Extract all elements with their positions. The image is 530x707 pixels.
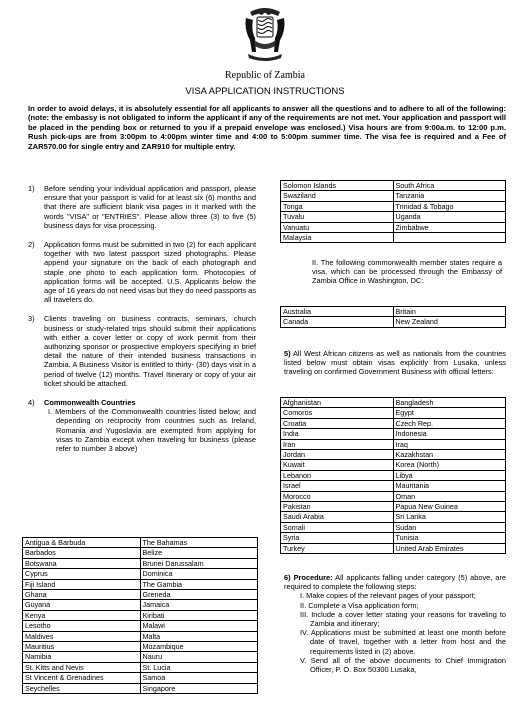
table-row [281,543,506,553]
zambia-coat-of-arms-icon [238,4,292,64]
table-row [23,631,258,641]
table-cell: Tuvalu [281,212,394,222]
table-row [23,673,258,683]
table-cell: Iraq [393,439,506,449]
list-item [28,314,256,388]
table-cell: Canada [281,317,394,327]
table-cell: Sri Lanka [393,512,506,522]
item-heading: Procedure: [293,573,333,582]
table-row [281,398,506,408]
table-cell: Papua New Guinea [393,502,506,512]
table-cell: Vanuatu [281,222,394,232]
table-row [23,610,258,620]
table-cell: Korea (North) [393,460,506,470]
table-row [23,590,258,600]
table-cell: Britain [393,307,506,317]
table-row [23,579,258,589]
item-subtext: I. Members of the Commonwealth countries listed below; and depending on reciprocity from countries such as Ireland, Romania and Yugoslavia are exempted from applying for visas to Zambia except when traveling for business (please refer to number 3 above) [48,407,256,454]
table-cell: The Bahamas [140,538,258,548]
table-cell: Turkey [281,543,394,553]
table-cell: Comoros [281,408,394,418]
table-cell: Egypt [393,408,506,418]
table-row [281,181,506,191]
list-item [28,240,256,304]
table-row [281,222,506,232]
table-cell: Brunei Darussalam [140,558,258,568]
table-cell: Israel [281,481,394,491]
table-row [281,418,506,428]
item-number: 2) [28,240,35,250]
table-row [23,569,258,579]
item-text: Before sending your individual application and passport, please ensure that your passport is valid for at least six (6) months and that there are sufficient blank visa pages in it marked with the words "VISA" or "ENTRIES". Please allow three (3) to five (5) business days for visa processing. [44,184,256,230]
list-item [28,184,256,230]
table-cell: Antigua & Barbuda [23,538,141,548]
table-cell: Kuwait [281,460,394,470]
procedure-step: V. Send all of the above documents to Chief Immigration Officer, P. O. Box 50300 Lusaka, [300,655,506,675]
table-cell: Singapore [140,683,258,693]
commonwealth-exempt-table [22,537,258,694]
table-cell: Tonga [281,201,394,211]
procedure-step: IV. Applications must be submitted at least one month before date of travel, together with a letter from host and the requirements listed in (2) above. [300,628,506,656]
item-text: All applicants falling under category (5) above, are required to complete the following steps: [284,573,506,592]
table-row [281,191,506,201]
table-row [23,600,258,610]
table-cell: The Gambia [140,579,258,589]
table-row [23,662,258,672]
table-row [281,212,506,222]
table-cell: Croatia [281,418,394,428]
table-cell: Australia [281,307,394,317]
procedure-steps [284,591,506,674]
table-row [281,533,506,543]
commonwealth-exempt-table-continued [280,180,506,243]
table-row [281,439,506,449]
table-cell: Fiji Island [23,579,141,589]
table-row [281,317,506,327]
table-cell: India [281,429,394,439]
table-cell: Ghana [23,590,141,600]
table-cell: Zimbabwe [393,222,506,232]
procedure-step: I. Make copies of the relevant pages of your passport; [300,591,476,601]
table-row [23,652,258,662]
country-heading: Republic of Zambia [225,70,305,81]
table-cell: Oman [393,491,506,501]
table-cell: United Arab Emirates [393,543,506,553]
list-item [284,349,506,377]
table-cell: Pakistan [281,502,394,512]
table-cell: Swaziland [281,191,394,201]
table-cell: Cyprus [23,569,141,579]
intro-paragraph: In order to avoid delays, it is absolutely essential for all applicants to answer all the questions and to adhere to all of the following: (note: the embassy is not obligated to inform the applicant if any of the requirements are not met. Your application and passport will be placed in the pending box or returned to you if a prepaid envelope was enclosed.) Visa hours are from 9:00a.m. to 12:00 p.m. Rush pick-ups are from 3:00pm to 4:00pm winter time and 4:00 to 5:00pm summer time. The visa fee is required and a Fee of ZAR570.00 for single entry and ZAR910 for multiple entry. [28,104,506,151]
table-cell: Lesotho [23,621,141,631]
table-cell: Kiribati [140,610,258,620]
table-row [281,502,506,512]
table-cell: Mozambique [140,642,258,652]
table-cell: Mauritania [393,481,506,491]
lusaka-visa-countries-table [280,397,506,554]
commonwealth-visa-required-text: II. The following commonwealth member states require a visa, which can be processed through the Embassy of Zambia Office in Washington, DC: [312,258,502,286]
table-cell: Somali [281,522,394,532]
table-cell: Malaysia [281,233,394,243]
table-cell: Tanzania [393,191,506,201]
item-number: 4) [28,398,35,408]
table-cell: Jordan [281,450,394,460]
table-cell: New Zealand [393,317,506,327]
procedure-step: III. Include a cover letter stating your reasons for traveling to Zambia and itinerary; [300,609,506,629]
table-row [23,538,258,548]
list-item [28,398,256,453]
table-cell: Nauru [140,652,258,662]
table-row [281,307,506,317]
table-row [281,429,506,439]
table-cell: Lebanon [281,470,394,480]
page-title: VISA APPLICATION INSTRUCTIONS [185,86,345,97]
table-row [281,460,506,470]
table-cell: Malawi [140,621,258,631]
table-cell: Libya [393,470,506,480]
item-number: 1) [28,184,35,193]
table-cell: Saudi Arabia [281,512,394,522]
table-cell: Tunisia [393,533,506,543]
table-cell: Sudan [393,522,506,532]
table-cell: Belize [140,548,258,558]
table-cell: Seychelles [23,683,141,693]
table-cell: Afghanistan [281,398,394,408]
table-row [281,408,506,418]
table-cell: Morocco [281,491,394,501]
table-row [23,558,258,568]
table-cell: St Vincent & Grenadines [23,673,141,683]
table-row [23,642,258,652]
table-row [281,450,506,460]
table-row [281,481,506,491]
table-cell: St. Lucia [140,662,258,672]
table-row [281,491,506,501]
table-cell: Botswana [23,558,141,568]
table-cell: Indonesia [393,429,506,439]
table-cell: Malta [140,631,258,641]
table-cell: Jamaica [140,600,258,610]
item-text: Clients traveling on business contracts, seminars, church business or study-related trips should submit their applications with either a cover letter or copy of work permit from their authorizing sponsor or prospective employers specifying in brief detail the nature of their intended business transactions in Zambia. A Business Visitor is entitled to thirty- (30) days visit in a period of twelve (12) months. Travel Itinerary or copy of your air ticket should be attached. [44,314,256,388]
table-cell: Samoa [140,673,258,683]
table-row [281,201,506,211]
table-cell: Uganda [393,212,506,222]
table-cell: Guyana [23,600,141,610]
table-row [23,683,258,693]
table-row [281,522,506,532]
item-heading: Commonwealth Countries [44,398,136,408]
table-cell: Kenya [23,610,141,620]
table-cell: Czech Rep. [393,418,506,428]
table-cell: Barbados [23,548,141,558]
table-cell: Syria [281,533,394,543]
table-cell: Maldives [23,631,141,641]
table-cell: Iran [281,439,394,449]
table-cell: Mauritius [23,642,141,652]
table-cell: South Africa [393,181,506,191]
left-column [28,184,256,463]
item-text: All West African citizens as well as nationals from the countries listed below must obtain visas explicitly from Lusaka, unless traveling on confirmed Government Business with official letters: [284,349,506,377]
item-number: 3) [28,314,35,324]
table-cell: St. Kitts and Nevis [23,662,141,672]
table-row [23,621,258,631]
table-cell [393,233,506,243]
item-number: 5) [284,349,291,358]
table-row [23,548,258,558]
table-cell: Dominica [140,569,258,579]
table-cell: Trinidad & Tobago [393,201,506,211]
table-cell: Kazakhstan [393,450,506,460]
table-row [281,512,506,522]
item-number: 6) [284,573,291,582]
table-cell: Solomon Islands [281,181,394,191]
table-cell: Bangladesh [393,398,506,408]
table-cell: Namibia [23,652,141,662]
procedure-step: II. Complete a Visa application form; [300,600,419,610]
commonwealth-visa-required-table [280,306,506,328]
table-cell: Greneda [140,590,258,600]
table-row [281,233,506,243]
table-row [281,470,506,480]
list-item [284,573,506,674]
item-text: Application forms must be submitted in two (2) for each applicant together with two latest passport sized photographs. Please append your signature on the back of each photograph and staple one photo to each application form. Photocopies of application forms will be accepted. U.S. Applicants below the age of 16 years do not need visas but they do need passports as all travelers do. [44,240,257,305]
